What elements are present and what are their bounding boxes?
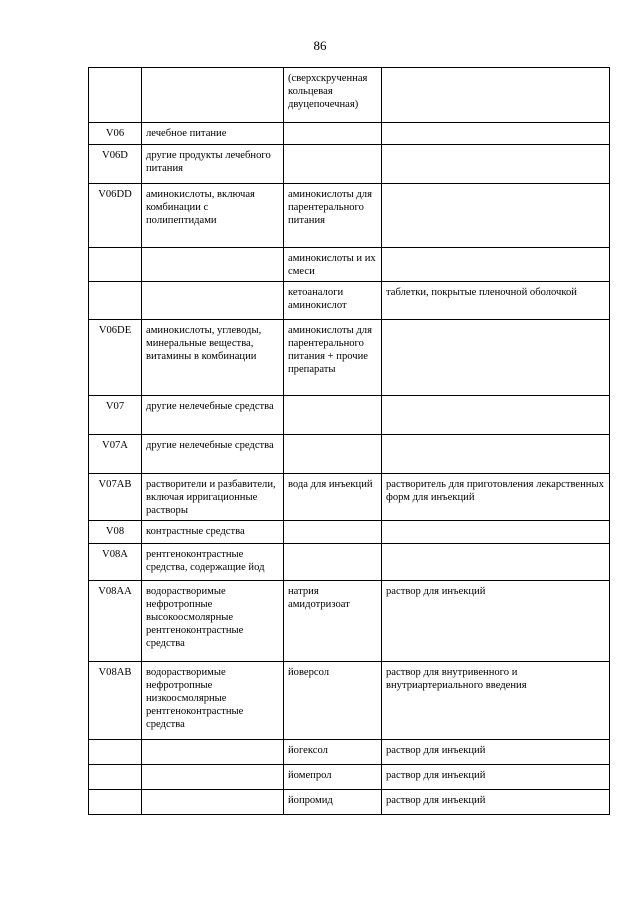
drug-cell <box>284 145 382 184</box>
drug-cell <box>284 123 382 145</box>
form-cell: раствор для инъекций <box>382 740 610 765</box>
code-cell <box>89 740 142 765</box>
table-row <box>89 662 610 740</box>
form-cell: таблетки, покрытые пленочной оболочкой <box>382 282 610 320</box>
form-cell: раствор для инъекций <box>382 581 610 662</box>
code-cell: V08A <box>89 544 142 581</box>
name-cell: лечебное питание <box>142 123 284 145</box>
table-row <box>89 544 610 581</box>
code-cell: V06D <box>89 145 142 184</box>
code-cell <box>89 68 142 123</box>
form-cell <box>382 521 610 544</box>
name-cell: другие продукты лечебного питания <box>142 145 284 184</box>
code-cell: V06DD <box>89 184 142 248</box>
name-cell: водорастворимые нефротропные высокоосмолярные рентгеноконтрастные средства <box>142 581 284 662</box>
code-cell: V08AB <box>89 662 142 740</box>
drug-cell: вода для инъекций <box>284 474 382 521</box>
name-cell: аминокислоты, включая комбинации с полипептидами <box>142 184 284 248</box>
form-cell <box>382 68 610 123</box>
drug-cell: (сверхскрученная кольцевая двуцепочечная) <box>284 68 382 123</box>
page-number: 86 <box>313 38 327 53</box>
code-cell: V07 <box>89 396 142 435</box>
code-cell <box>89 765 142 790</box>
drug-cell: натрия амидотризоат <box>284 581 382 662</box>
drug-cell: йомепрол <box>284 765 382 790</box>
table-row <box>89 184 610 248</box>
name-cell <box>142 740 284 765</box>
table-row <box>89 581 610 662</box>
name-cell <box>142 765 284 790</box>
name-cell <box>142 68 284 123</box>
form-cell <box>382 396 610 435</box>
name-cell: рентгеноконтрастные средства, содержащие йод <box>142 544 284 581</box>
code-cell: V06 <box>89 123 142 145</box>
table-row <box>89 474 610 521</box>
name-cell: другие нелечебные средства <box>142 396 284 435</box>
name-cell: контрастные средства <box>142 521 284 544</box>
code-cell: V08 <box>89 521 142 544</box>
code-cell: V07A <box>89 435 142 474</box>
code-cell <box>89 282 142 320</box>
name-cell: аминокислоты, углеводы, минеральные вещества, витамины в комбинации <box>142 320 284 396</box>
table-row <box>89 521 610 544</box>
drug-classification-table <box>88 67 610 815</box>
drug-cell <box>284 544 382 581</box>
name-cell <box>142 248 284 282</box>
drug-cell: кетоаналоги аминокислот <box>284 282 382 320</box>
drug-cell: йопромид <box>284 790 382 815</box>
name-cell: растворители и разбавители, включая ирригационные растворы <box>142 474 284 521</box>
table-row <box>89 320 610 396</box>
form-cell <box>382 248 610 282</box>
form-cell <box>382 544 610 581</box>
table-row <box>89 145 610 184</box>
table-row <box>89 282 610 320</box>
drug-cell <box>284 396 382 435</box>
table-row <box>89 248 610 282</box>
code-cell: V08AA <box>89 581 142 662</box>
table-row <box>89 790 610 815</box>
name-cell <box>142 282 284 320</box>
drug-cell: йоверсол <box>284 662 382 740</box>
form-cell <box>382 145 610 184</box>
drug-cell: йогексол <box>284 740 382 765</box>
table-row <box>89 435 610 474</box>
code-cell: V07AB <box>89 474 142 521</box>
drug-cell <box>284 521 382 544</box>
name-cell: другие нелечебные средства <box>142 435 284 474</box>
code-cell: V06DE <box>89 320 142 396</box>
drug-cell <box>284 435 382 474</box>
drug-cell: аминокислоты для парентерального питания <box>284 184 382 248</box>
table-row <box>89 396 610 435</box>
table-row <box>89 765 610 790</box>
form-cell <box>382 123 610 145</box>
table-row <box>89 123 610 145</box>
table-row <box>89 68 610 123</box>
code-cell <box>89 248 142 282</box>
form-cell <box>382 320 610 396</box>
form-cell <box>382 435 610 474</box>
drug-cell: аминокислоты для парентерального питания + прочие препараты <box>284 320 382 396</box>
form-cell <box>382 184 610 248</box>
form-cell: растворитель для приготовления лекарственных форм для инъекций <box>382 474 610 521</box>
form-cell: раствор для инъекций <box>382 790 610 815</box>
code-cell <box>89 790 142 815</box>
name-cell: водорастворимые нефротропные низкоосмолярные рентгеноконтрастные средства <box>142 662 284 740</box>
name-cell <box>142 790 284 815</box>
table-row <box>89 740 610 765</box>
drug-cell: аминокислоты и их смеси <box>284 248 382 282</box>
form-cell: раствор для внутривенного и внутриартериального введения <box>382 662 610 740</box>
form-cell: раствор для инъекций <box>382 765 610 790</box>
